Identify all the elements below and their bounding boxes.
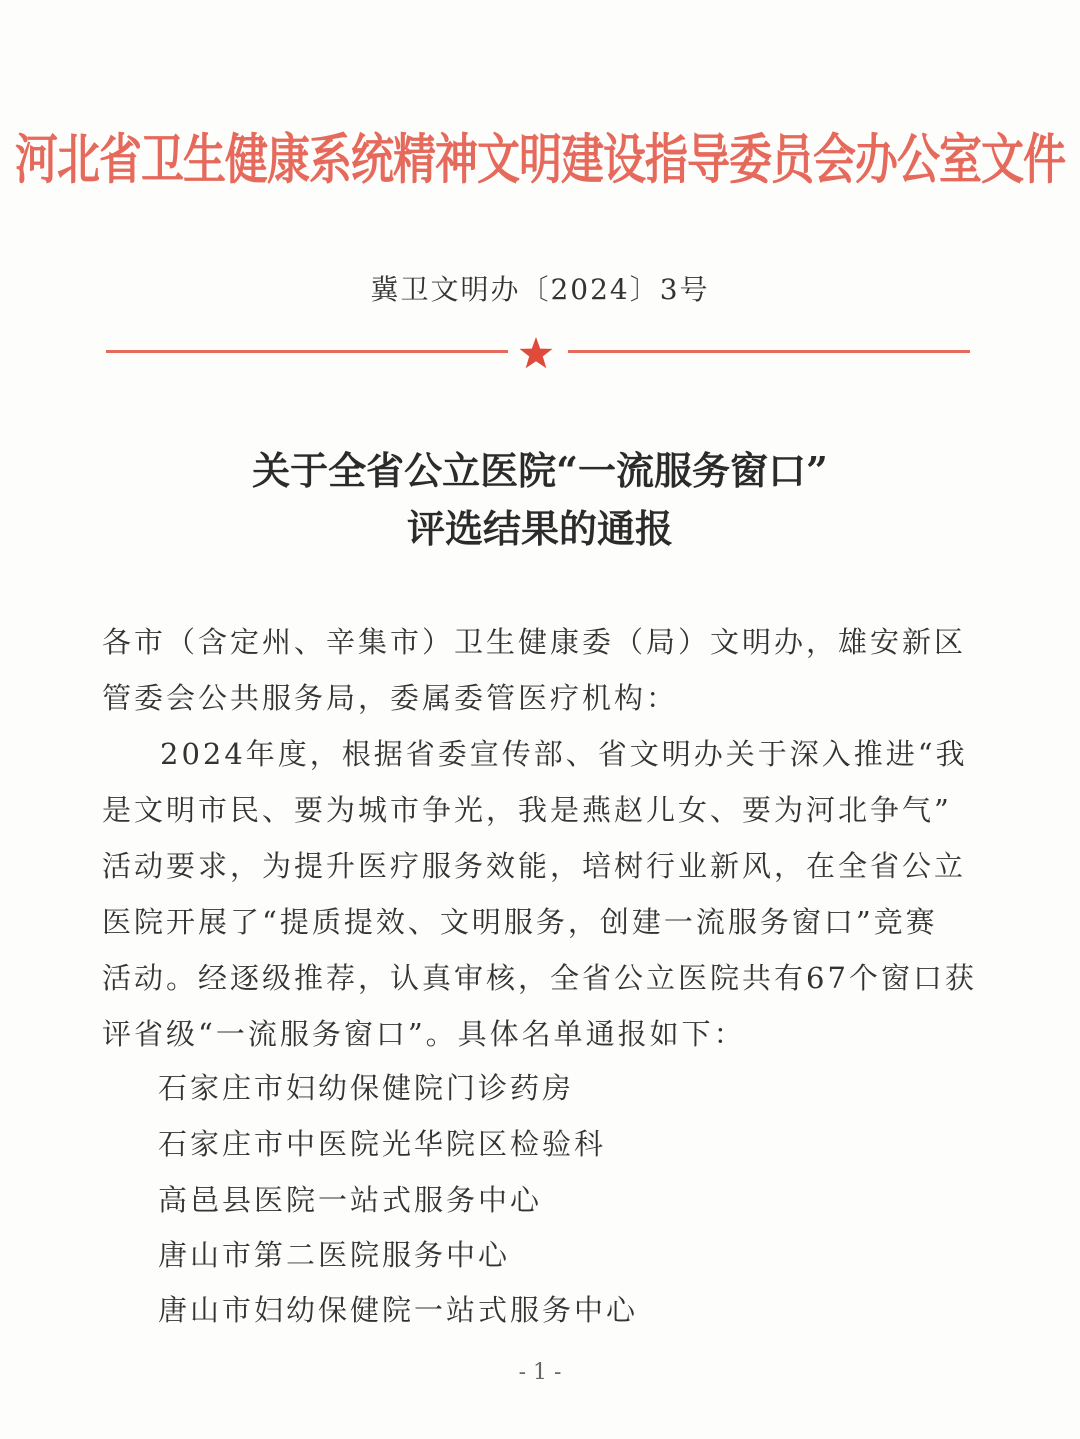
page-number: - 1 - <box>518 1360 562 1385</box>
header-divider-right <box>568 350 970 353</box>
document-number: 冀卫文明办〔2024〕3号 <box>370 273 710 306</box>
body-line: 评省级“一流服务窗口”。具体名单通报如下： <box>102 1017 746 1051</box>
body-line: 2024年度，根据省委宣传部、省文明办关于深入推进“我 <box>160 737 968 771</box>
body-line: 医院开展了“提质提效、文明服务，创建一流服务窗口”竞赛 <box>102 905 938 939</box>
body-line: 各市（含定州、辛集市）卫生健康委（局）文明办，雄安新区 <box>102 625 967 659</box>
notice-title-line-2: 评选结果的通报 <box>406 506 673 551</box>
body-line: 管委会公共服务局，委属委管医疗机构： <box>102 681 679 715</box>
window-list-item: 石家庄市中医院光华院区检验科 <box>158 1127 607 1161</box>
body-line: 是文明市民、要为城市争光，我是燕赵儿女、要为河北争气” <box>102 793 952 827</box>
window-list-item: 唐山市第二医院服务中心 <box>158 1238 511 1272</box>
document-header-title: 河北省卫生健康系统精神文明建设指导委员会办公室文件 <box>15 129 1065 192</box>
body-line: 活动要求，为提升医疗服务效能，培树行业新风，在全省公立 <box>102 849 967 883</box>
window-list-item: 唐山市妇幼保健院一站式服务中心 <box>158 1293 639 1327</box>
window-list-item: 高邑县医院一站式服务中心 <box>158 1183 543 1217</box>
body-line: 活动。经逐级推荐，认真审核，全省公立医院共有67个窗口获 <box>102 961 977 995</box>
window-list-item: 石家庄市妇幼保健院门诊药房 <box>158 1071 575 1105</box>
star-icon <box>516 333 556 373</box>
header-divider-left <box>106 350 508 353</box>
notice-title-line-1: 关于全省公立医院“一流服务窗口” <box>252 448 828 493</box>
